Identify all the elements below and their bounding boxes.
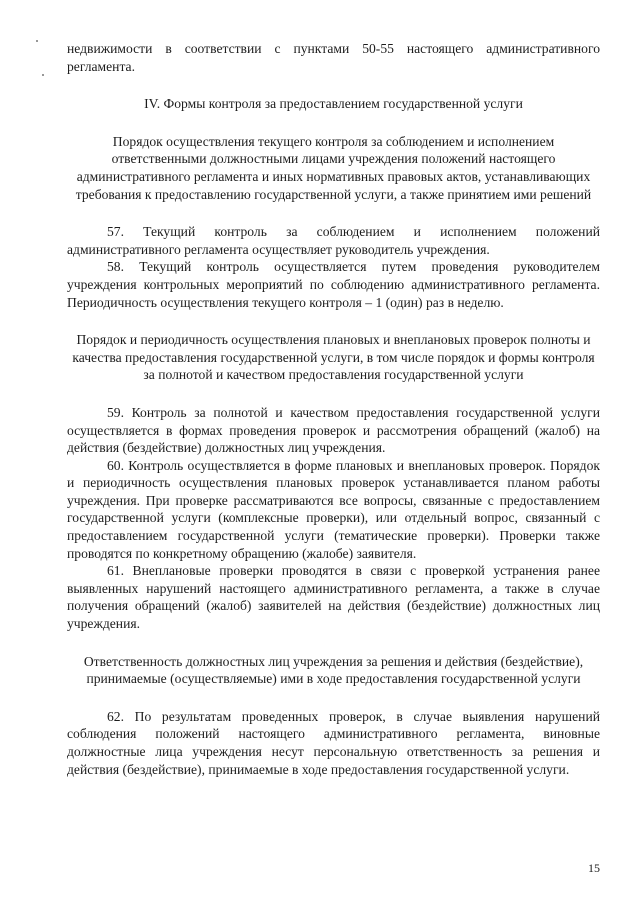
paragraph-59: 59. Контроль за полнотой и качеством предоставления государственной услуги осуществляется в формах проведения проверок и рассмотрения обращений (жалоб) на действия (бездействие) должностных лиц учреждения. [67,404,600,456]
section-heading-iv: IV. Формы контроля за предоставлением государственной услуги [144,96,523,112]
page-number: 15 [588,861,600,875]
scan-speck [42,74,44,76]
scan-speck [36,40,38,42]
paragraph-57: 57. Текущий контроль за соблюдением и исполнением положений административного регламента осуществляет руководитель учреждения. [67,224,600,257]
paragraph-61: 61. Внеплановые проверки проводятся в связи с проверкой устранения ранее выявленных нарушений настоящего административного регламента, а также в случае получения обращений (жалоб) заявителей на действия (бездействие) должностных лиц учреждения. [67,563,600,632]
subheading-responsibility: Ответственность должностных лиц учреждения за решения и действия (бездействие), принимаемые (осуществляемые) ими в ходе предоставления государственной услуги [83,653,584,687]
subheading-inspections: Порядок и периодичность осуществления плановых и внеплановых проверок полноты и качества предоставления государственной услуги, в том числе порядок и формы контроля за полнотой и качеством предоставления государственной услуги [72,332,595,383]
intro-paragraph: недвижимости в соответствии с пунктами 50-55 настоящего административного регламента. [67,41,600,74]
subheading-current-control: Порядок осуществления текущего контроля за соблюдением и исполнением ответственными должностными лицами учреждения положений настоящего административного регламента и иных нормативных правовых актов, устанавливающих требования к предоставлению государственной услуги, а также принятием ими решений [75,133,592,202]
paragraph-58: 58. Текущий контроль осуществляется путем проведения руководителем учреждения контрольных мероприятий по соблюдению административного регламента. Периодичность осуществления текущего контроля – 1 (один) раз в неделю. [67,259,600,310]
paragraph-60: 60. Контроль осуществляется в форме плановых и внеплановых проверок. Порядок и периодичность осуществления плановых проверок устанавливается планом работы учреждения. При проверке рассматриваются все вопросы, связанные с предоставлением государственной услуги (комплексные проверки), или отдельный вопрос, связанный с предоставлением государственной услуги (тематические проверки). Проверки также проводятся по конкретному обращению (жалобе) заявителя. [67,457,600,561]
paragraph-62: 62. По результатам проведенных проверок, в случае выявления нарушений соблюдения положений настоящего административного регламента, виновные должностные лица учреждения несут персональную ответственность за решения и действия (бездействие), принимаемые в ходе предоставления государственной услуги. [67,708,600,777]
